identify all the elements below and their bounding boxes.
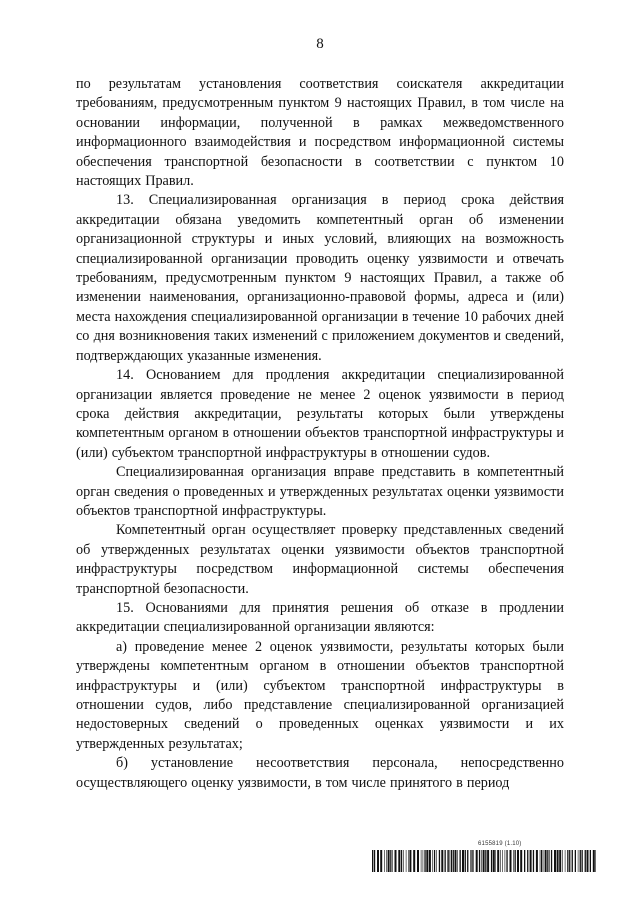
body-text	[76, 75, 564, 793]
paragraph: 13. Специализированная организация в период срока действия аккредитации обязана уведомить компетентный орган об изменении организационной структуры и иных условий, влияющих на возможность специализированной организации проводить оценку уязвимости и отвечать требованиям, предусмотренным пунктом 9 настоящих Правил, а также об изменении наименования, организационно-правовой формы, адреса и (или) места нахождения специализированной организации в течение 10 рабочих дней со дня возникновения таких изменений с приложением документов и сведений, подтверждающих указанные изменения.	[76, 192, 564, 364]
paragraph: 14. Основанием для продления аккредитации специализированной организации является проведение не менее 2 оценок уязвимости в период срока действия аккредитации, результаты которых были утверждены компетентным органом в отношении объектов транспортной инфраструктуры и (или) субъектом транспортной инфраструктуры в отношении судов.	[76, 367, 564, 461]
paragraph: 15. Основаниями для принятия решения об отказе в продлении аккредитации специализированной организации являются:	[76, 599, 564, 636]
paragraph: а) проведение менее 2 оценок уязвимости, результаты которых были утверждены компетентным органом в отношении объектов транспортной инфраструктуры и (или) субъектом транспортной инфраструктуры в отношении судов, либо представление специализированной организацией недостоверных сведений о проведенных оценках уязвимости и их утвержденных результатах;	[76, 638, 564, 752]
barcode-image	[372, 850, 596, 872]
paragraph: Специализированная организация вправе представить в компетентный орган сведения о проведенных и утвержденных результатах оценки уязвимости объектов транспортной инфраструктуры.	[76, 464, 564, 519]
page-number: 8	[316, 36, 324, 52]
paragraph: Компетентный орган осуществляет проверку представленных сведений об утвержденных результатах оценки уязвимости объектов транспортной инфраструктуры посредством информационной системы обеспечения транспортной безопасности.	[76, 522, 564, 597]
paragraph: б) установление несоответствия персонала, непосредственно осуществляющего оценку уязвимости, в том числе принятого в период	[76, 755, 564, 791]
paragraph: по результатам установления соответствия соискателя аккредитации требованиям, предусмотренным пунктом 9 настоящих Правил, в том числе на основании информации, полученной в рамках межведомственного информационного взаимодействия и посредством информационной системы обеспечения транспортной безопасности в соответствии с пунктом 10 настоящих Правил.	[76, 76, 564, 190]
document-code: 6155819 (1.10)	[478, 841, 522, 847]
